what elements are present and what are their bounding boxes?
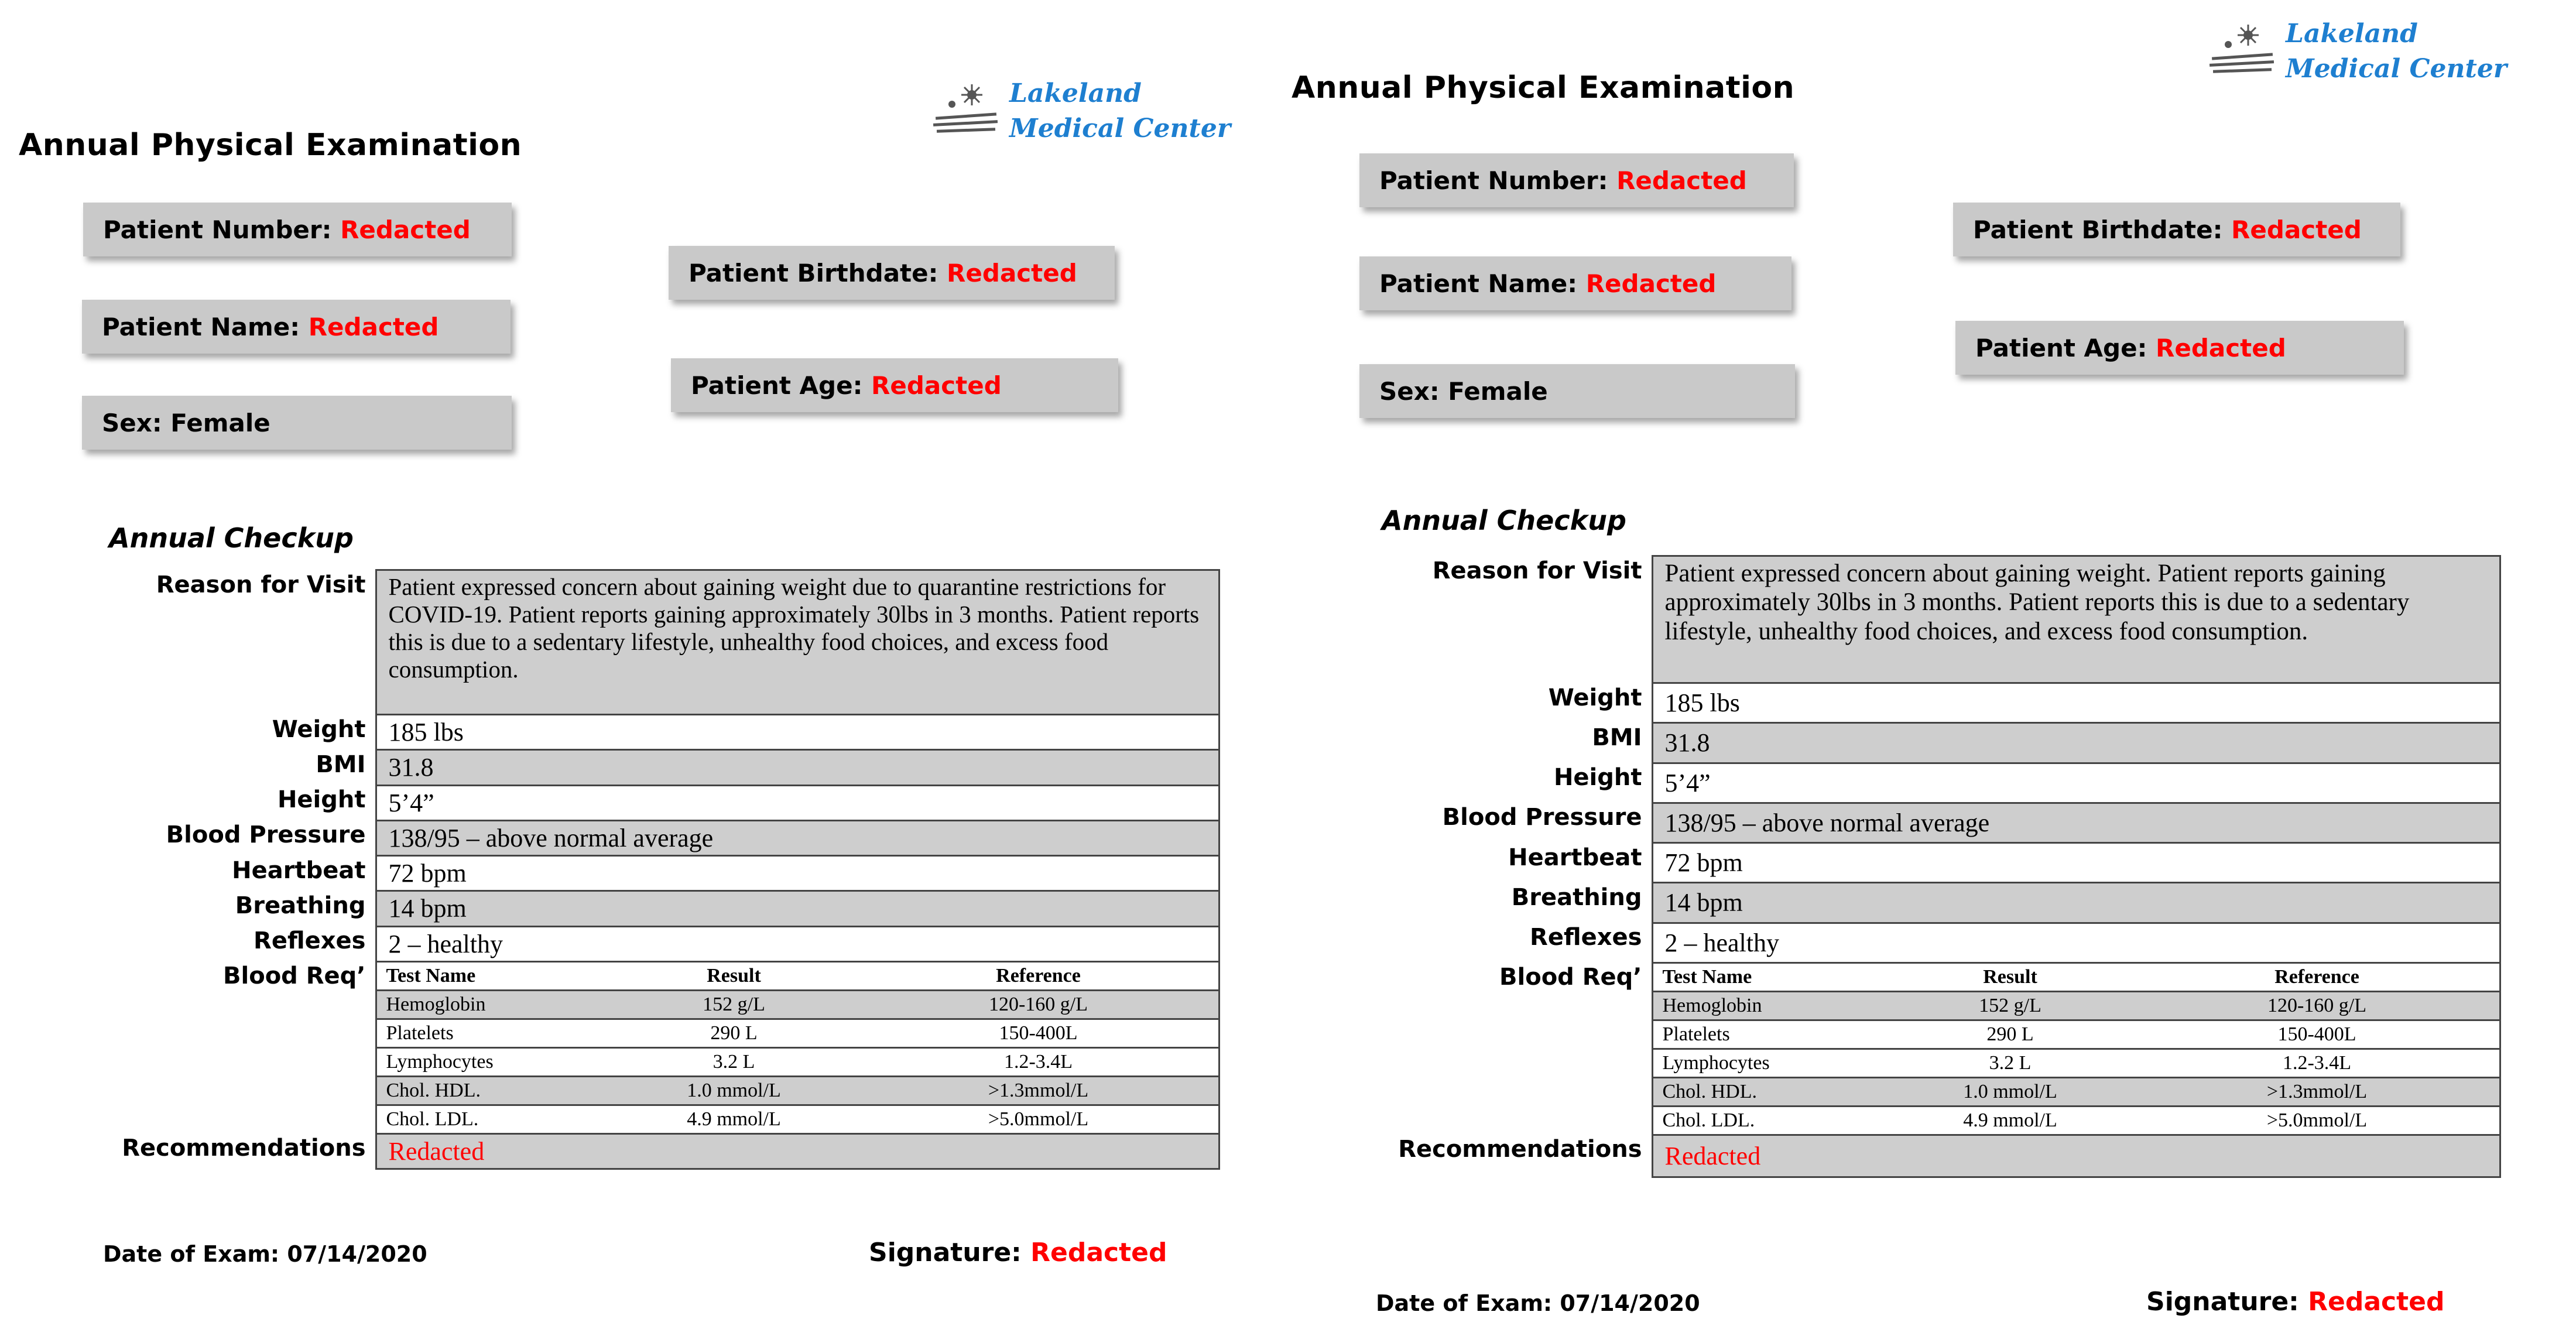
patient-age-label: Patient Age: (691, 371, 863, 400)
blood-test-reference: 120-160 g/L (857, 990, 1220, 1019)
blood-row (377, 1047, 1220, 1076)
blood-test-reference: 150-400L (857, 1019, 1220, 1047)
blood-test-name: Chol. LDL. (1662, 1109, 1755, 1131)
patient-age-field (1955, 321, 2404, 375)
blood-row (377, 1019, 1220, 1047)
signature (869, 1238, 1167, 1268)
table-row (89, 856, 1219, 891)
table-row (89, 891, 1219, 926)
sex-label: Sex: Female (1379, 376, 1548, 406)
heartbeat-label: Heartbeat (232, 857, 366, 884)
checkup-table (89, 569, 1220, 1170)
section-title: Annual Checkup (109, 522, 354, 554)
patient-name-value: Redacted (1585, 269, 1717, 298)
weight-label: Weight (1548, 684, 1642, 711)
lakeland-logo (931, 76, 1231, 146)
blood-test-name: Lymphocytes (1653, 1049, 1888, 1077)
signature-label: Signature: (869, 1238, 1022, 1268)
signature-value: Redacted (1030, 1238, 1167, 1268)
breathing-label: Breathing (1511, 883, 1642, 911)
table-row (89, 820, 1219, 855)
blood-test-result: 152 g/L (611, 990, 857, 1019)
blood-row (1653, 1106, 2501, 1134)
blood-test-result: 1.0 mmol/L (611, 1076, 857, 1105)
blood-row (377, 990, 1220, 1019)
reason-label: Reason for Visit (1432, 557, 1642, 584)
patient-birthdate-label: Patient Birthdate: (688, 258, 938, 287)
patient-birthdate-field (669, 246, 1115, 300)
blood-test-result: 290 L (611, 1019, 857, 1047)
document-right (1282, 0, 2576, 1329)
table-row (1365, 1135, 2500, 1177)
blood-table (1653, 964, 2501, 1134)
sex-field (1359, 364, 1795, 418)
exam-date: Date of Exam: 07/14/2020 (103, 1241, 427, 1267)
reason-label: Reason for Visit (156, 571, 366, 598)
patient-name-label: Patient Name: (102, 312, 300, 341)
height-value: 5’4” (1652, 763, 2500, 803)
bmi-value: 31.8 (376, 750, 1219, 785)
signature (2146, 1287, 2444, 1317)
patient-birthdate-value: Redacted (947, 258, 1077, 287)
blood-test-reference: 120-160 g/L (2133, 991, 2501, 1020)
table-row (1365, 556, 2500, 683)
blood-header-reference: Reference (857, 963, 1220, 991)
landscape-logo-icon (2207, 22, 2277, 81)
bmi-value: 31.8 (1652, 723, 2500, 763)
blood-test-reference: >1.3mmol/L (2133, 1077, 2501, 1106)
exam-date: Date of Exam: 07/14/2020 (1376, 1290, 1700, 1316)
blood-row (377, 1105, 1220, 1133)
table-row (1365, 923, 2500, 963)
blood-panel (376, 961, 1219, 1133)
patient-age-field (671, 358, 1118, 412)
table-row (89, 1133, 1219, 1169)
breathing-value: 14 bpm (376, 891, 1219, 926)
signature-label: Signature: (2146, 1287, 2299, 1317)
blood-pressure-label: Blood Pressure (1442, 804, 1642, 831)
page-title: Annual Physical Examination (19, 128, 522, 163)
logo-line-2: Medical Center (1009, 114, 1231, 143)
reflexes-label: Reflexes (254, 927, 366, 955)
reflexes-value: 2 – healthy (1652, 923, 2500, 963)
table-row (1365, 723, 2500, 763)
weight-label: Weight (272, 715, 366, 743)
blood-row (377, 1076, 1220, 1105)
table-row (89, 926, 1219, 961)
table-row (1365, 683, 2500, 723)
blood-test-name: Chol. HDL. (377, 1076, 611, 1105)
reflexes-label: Reflexes (1530, 924, 1642, 951)
table-row (1365, 763, 2500, 803)
blood-test-name: Lymphocytes (377, 1047, 611, 1076)
blood-row (1653, 1077, 2501, 1106)
reason-value: Patient expressed concern about gaining weight. Patient reports gaining approximately 30lbs in 3 months. Patient reports this is due to a sedentary lifestyle, unhealthy food choices, and excess food consumption. (1652, 556, 2500, 683)
logo-line-1: Lakeland (1009, 78, 1142, 108)
table-row (89, 785, 1219, 820)
blood-test-name: Chol. HDL. (1653, 1077, 1888, 1106)
patient-age-label: Patient Age: (1975, 333, 2147, 362)
patient-age-value: Redacted (871, 371, 1002, 400)
weight-value: 185 lbs (1652, 683, 2500, 723)
lakeland-logo (2207, 16, 2507, 87)
blood-test-result: 3.2 L (611, 1047, 857, 1076)
blood-pressure-value: 138/95 – above normal average (1652, 803, 2500, 842)
blood-test-reference: 150-400L (2133, 1020, 2501, 1049)
page-title: Annual Physical Examination (1292, 70, 1795, 105)
patient-number-field (83, 203, 512, 256)
bmi-label: BMI (316, 751, 366, 778)
blood-panel (1652, 963, 2500, 1135)
sex-label: Sex: Female (102, 408, 270, 437)
breathing-label: Breathing (235, 892, 366, 919)
blood-row (1653, 1020, 2501, 1049)
blood-test-name: Platelets (377, 1019, 611, 1047)
blood-test-result: 152 g/L (1888, 991, 2133, 1020)
weight-value: 185 lbs (376, 715, 1219, 750)
logo-line-1: Lakeland (2286, 19, 2418, 49)
blood-label: Blood Req’ (223, 963, 366, 990)
patient-birthdate-value: Redacted (2231, 215, 2362, 244)
blood-label: Blood Req’ (1499, 964, 1642, 991)
patient-number-field (1359, 153, 1794, 207)
patient-birthdate-label: Patient Birthdate: (1973, 215, 2223, 244)
heartbeat-value: 72 bpm (1652, 843, 2500, 883)
patient-number-label: Patient Number: (1379, 166, 1608, 195)
blood-test-name: Platelets (1653, 1020, 1888, 1049)
blood-test-name: Hemoglobin (1653, 991, 1888, 1020)
blood-test-name: Chol. LDL. (386, 1108, 479, 1130)
signature-value: Redacted (2308, 1287, 2445, 1317)
blood-header-result: Result (611, 963, 857, 991)
reflexes-value: 2 – healthy (376, 926, 1219, 961)
blood-test-result: 4.9 mmol/L (687, 1108, 781, 1130)
blood-header-test: Test Name (1653, 964, 1888, 992)
table-row (89, 750, 1219, 785)
blood-row (1653, 991, 2501, 1020)
heartbeat-label: Heartbeat (1508, 844, 1642, 871)
table-row (1365, 803, 2500, 842)
patient-name-label: Patient Name: (1379, 269, 1578, 298)
landscape-logo-icon (931, 82, 1001, 141)
recommendations-label: Recommendations (1398, 1136, 1642, 1163)
blood-pressure-value: 138/95 – above normal average (376, 820, 1219, 855)
blood-test-reference: >5.0mmol/L (2266, 1109, 2368, 1131)
patient-name-field (1359, 256, 1791, 310)
blood-header-reference: Reference (2133, 964, 2501, 992)
blood-test-result: 290 L (1888, 1020, 2133, 1049)
patient-number-value: Redacted (340, 215, 471, 244)
blood-test-reference: >5.0mmol/L (988, 1108, 1089, 1130)
bmi-label: BMI (1592, 724, 1642, 751)
blood-test-reference: 1.2-3.4L (2133, 1049, 2501, 1077)
table-row (1365, 883, 2500, 923)
height-label: Height (277, 786, 366, 814)
sex-field (82, 396, 512, 450)
patient-name-value: Redacted (308, 312, 439, 341)
patient-age-value: Redacted (2156, 333, 2286, 362)
blood-table (377, 963, 1220, 1133)
recommendations-value: Redacted (376, 1133, 1219, 1169)
checkup-table (1365, 555, 2501, 1178)
blood-row (1653, 1049, 2501, 1077)
blood-test-reference: 1.2-3.4L (857, 1047, 1220, 1076)
recommendations-label: Recommendations (122, 1135, 366, 1162)
document-left (0, 0, 1282, 1329)
blood-test-result: 4.9 mmol/L (1963, 1109, 2057, 1131)
blood-test-reference: >1.3mmol/L (857, 1076, 1220, 1105)
logo-line-2: Medical Center (2286, 54, 2508, 84)
table-row (89, 961, 1219, 1133)
heartbeat-value: 72 bpm (376, 856, 1219, 891)
patient-birthdate-field (1953, 203, 2400, 256)
recommendations-value: Redacted (1652, 1135, 2500, 1177)
blood-header-test: Test Name (377, 963, 611, 991)
patient-number-value: Redacted (1616, 166, 1747, 195)
blood-test-result: 1.0 mmol/L (1888, 1077, 2133, 1106)
blood-test-result: 3.2 L (1888, 1049, 2133, 1077)
patient-name-field (82, 300, 511, 354)
patient-number-label: Patient Number: (103, 215, 332, 244)
table-row (89, 715, 1219, 750)
height-label: Height (1553, 764, 1642, 792)
breathing-value: 14 bpm (1652, 883, 2500, 923)
table-row (1365, 963, 2500, 1135)
blood-test-name: Hemoglobin (377, 990, 611, 1019)
blood-pressure-label: Blood Pressure (166, 821, 366, 849)
height-value: 5’4” (376, 785, 1219, 820)
blood-header-result: Result (1888, 964, 2133, 992)
section-title: Annual Checkup (1382, 505, 1626, 536)
table-row (89, 570, 1219, 715)
table-row (1365, 843, 2500, 883)
reason-value: Patient expressed concern about gaining weight due to quarantine restrictions for COVID-19. Patient reports gaining approximately 30lbs in 3 months. Patient reports this is due to a sedentary lifestyle, unhealthy food choices, and excess food consumption. (376, 570, 1219, 715)
